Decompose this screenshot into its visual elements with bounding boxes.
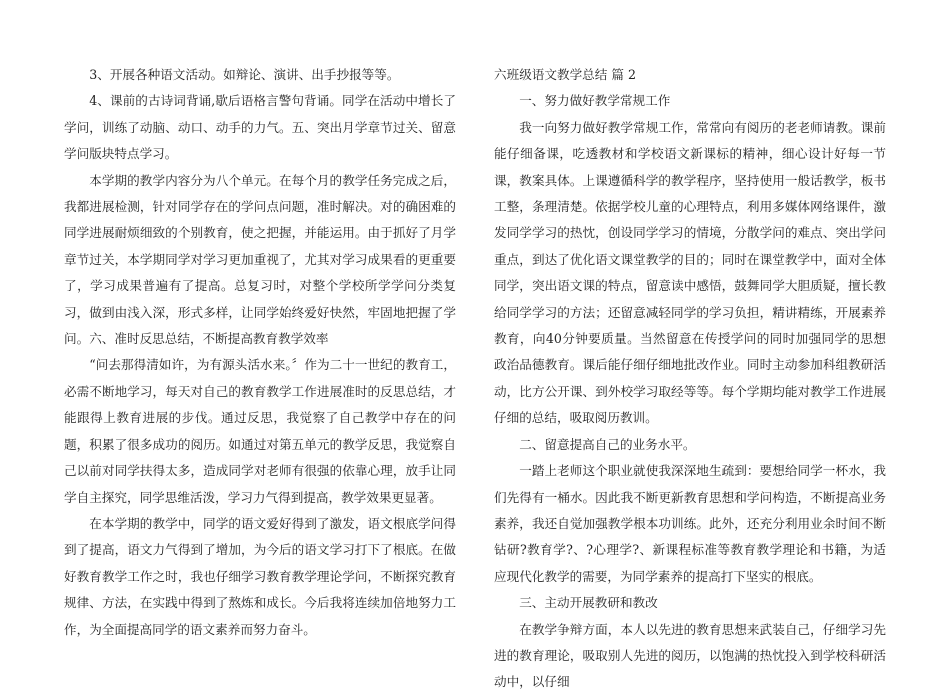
left-paragraph-2: 4、课前的古诗词背诵,歇后语格言警句背诵。同学在活动中增长了学问，训练了动脑、动口、动手的力气。五、突出月学章节过关、留意学问版块特点学习。 [64,93,456,162]
heading-research-reform: 三、主动开展教研和教改 [519,595,658,611]
heading-professional-level: 二、留意提高自己的业务水平。 [519,436,696,452]
left-paragraph-3: 本学期的教学内容分为八个单元。在每个月的教学任务完成之后，我都进展检测，针对同学存在的学问点问题，准时解决。对的确困难的同学进展耐烦细致的个别教育，使之把握，并能运用。由于抓好了月学章节过关，本学期同学对学习更加重视了，尤其对学习成果看的更重要了，学习成果普遍有了提高。总复习时，对整个学校所学学问分类复习，做到由浅入深，形式多样，让同学始终爱好快然，牢固地把握了学问。六、准时反思总结，不断提高教育教学效率 [64,172,456,347]
left-text-column [64,62,456,643]
left-paragraph-5: 在本学期的教学中，同学的语文爱好得到了激发，语文根底学问得到了提高，语文力气得到了增加，为今后的语文学习打下了根底。在做好教育教学工作之时，我也仔细学习教育教学理论学问，不断探究教育规律、方法，在实践中得到了熬炼和成长。今后我将连续加倍地努力工作，为全面提高同学的语文素养而努力奋斗。 [64,515,456,637]
left-paragraph-1: 3、开展各种语文活动。如辩论、演讲、出手抄报等等。 [89,67,400,82]
heading-teaching-routine: 一、努力做好教学常规工作 [519,93,671,109]
right-text-column [494,62,886,696]
right-paragraph-professional: 一踏上老师这个职业就使我深深地生疏到：要想给同学一杯水，我们先得有一桶水。因此我不断更新教育思想和学问构造，不断提高业务素养，我还自觉加强教学根本功训练。此外，还充分利用业余时间不断钻研?教育学?、?心理学?、新课程标准等教育教学理论和书籍，为适应现代化教学的需要，为同学素养的提高打下坚实的根底。 [494,463,886,584]
section-title: 六班级语文教学总结 篇 2 [494,67,636,82]
left-paragraph-4: “问去那得清如许，为有源头活水来。〞作为二十一世纪的教育工，必需不断地学习，每天对自己的教育教学工作进展准时的反思总结，才能跟得上教育进展的步伐。通过反思，我觉察了自己教学中存在的问题，积累了很多成功的阅历。如通过对第五单元的教学反思，我觉察自己以前对同学扶得太多，造成同学对老师有很强的依靠心理，放手让同学自主探究，同学思维活泼，学习力气得到提高，教学效果更显著。 [64,357,456,505]
right-paragraph-routine: 我一向努力做好教学常规工作，常常向有阅历的老老师请教。课前能仔细备课，吃透教材和学校语文新课标的精神，细心设计好每一节课，教案具体。上课遵循科学的教学程序，坚持使用一般话教学，板书工整，条理清楚。依据学校儿童的心理特点，利用多媒体网络课件，激发同学学习的热忱，创设同学学习的情境，分散学问的难点、突出学问重点，到达了优化语文课堂教学的目的；同时在课堂教学中，面对全体同学，突出语文课的特点，留意读中感悟，鼓舞同学大胆质疑，擅长教给同学学习的方法；还留意减轻同学的学习负担，精讲精练，开展素养教育，向40分钟要质量。当然留意在传授学问的同时加强同学的思想政治品德教育。课后能仔细仔细地批改作业。同时主动参加科组教研活动，比方公开课、到外校学习取经等等。每个学期均能对教学工作进展仔细的总结，吸取阅历教训。 [494,119,886,426]
right-paragraph-research: 在教学争辩方面，本人以先进的教育思想来武装自己，仔细学习先进的教育理论，吸取别人先进的阅历，以饱满的热忱投入到学校科研活动中，以仔细 [494,621,886,690]
